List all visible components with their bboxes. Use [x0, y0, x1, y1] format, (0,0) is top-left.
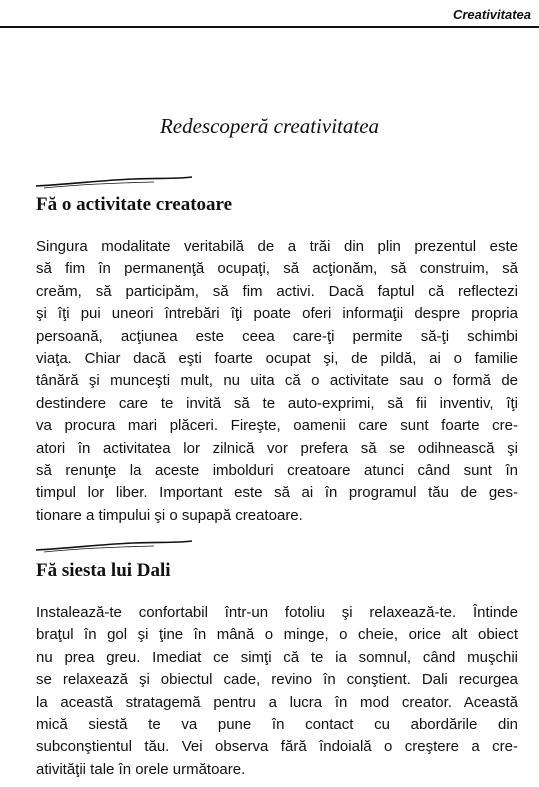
text-line: Instalează-te confortabil într-un fotoliu şi relaxează-te. Întinde [36, 604, 518, 621]
text-line: braţul în gol şi ţine în mână o minge, o cheie, orice alt obiect [36, 626, 518, 644]
text-line: destindere care te invită să te auto-exprimi, să fii inventiv, îţi [36, 394, 518, 412]
text-line: mică siestă te va pune în contact cu abordările din [36, 716, 518, 734]
text-line: persoană, acţiunea este ceea care-ţi permite să-ţi schimbi [36, 327, 518, 345]
text-line: să fim în permanenţă ocupaţi, să acţionăm, să construim, să [36, 260, 518, 278]
flourish-divider-1 [34, 174, 194, 190]
text-line: nu prea greu. Imediat ce simţi că te ia somnul, când muşchii [36, 648, 518, 666]
text-line: la această stratagemă pentru a lucra în mod creator. Această [36, 693, 518, 711]
text-line: tânără şi munceşti mult, nu uita că o activitate sau o formă de [36, 372, 518, 390]
text-line: viaţa. Chiar dacă eşti foarte ocupat şi, de pildă, ai o familie [36, 350, 518, 368]
section-body [36, 236, 518, 527]
flourish-divider-2 [34, 538, 194, 554]
section-heading: Fă siesta lui Dali [36, 560, 171, 581]
text-line: se relaxează şi obiectul cade, revino în conştient. Dali recurgea [36, 671, 518, 689]
header-rule [0, 26, 539, 28]
text-line: Singura modalitate veritabilă de a trăi din plin prezentul este [36, 238, 518, 255]
text-line: şi îţi pui uneori întrebări îţi poate oferi informaţii despre propria [36, 305, 518, 323]
chapter-title: Redescoperă creativitatea [159, 114, 380, 138]
section-body [36, 602, 518, 781]
text-line: subconştientul tău. Vei observa fără îndoială o creştere a cre- [36, 738, 518, 756]
text-line: tionare a timpului şi o supapă creatoare. [36, 506, 303, 524]
section-heading: Fă o activitate creatoare [36, 194, 233, 215]
text-line: va procura mari plăceri. Fireşte, oamenii care sunt foarte cre- [36, 417, 518, 435]
text-line: timpul lor liber. Important este să ai în programul tău de ges- [36, 484, 518, 502]
text-line: creăm, să participăm, să fim activi. Dacă faptul că reflectezi [36, 282, 518, 300]
running-header: Creativitatea [452, 7, 531, 22]
text-line: atori în activitatea lor zilnică vor prefera să se odihnească şi [36, 439, 518, 457]
text-line: ativităţii tale în orele următoare. [36, 760, 246, 778]
text-line: să renunţe la aceste imbolduri creatoare atunci când sunt în [36, 462, 518, 480]
